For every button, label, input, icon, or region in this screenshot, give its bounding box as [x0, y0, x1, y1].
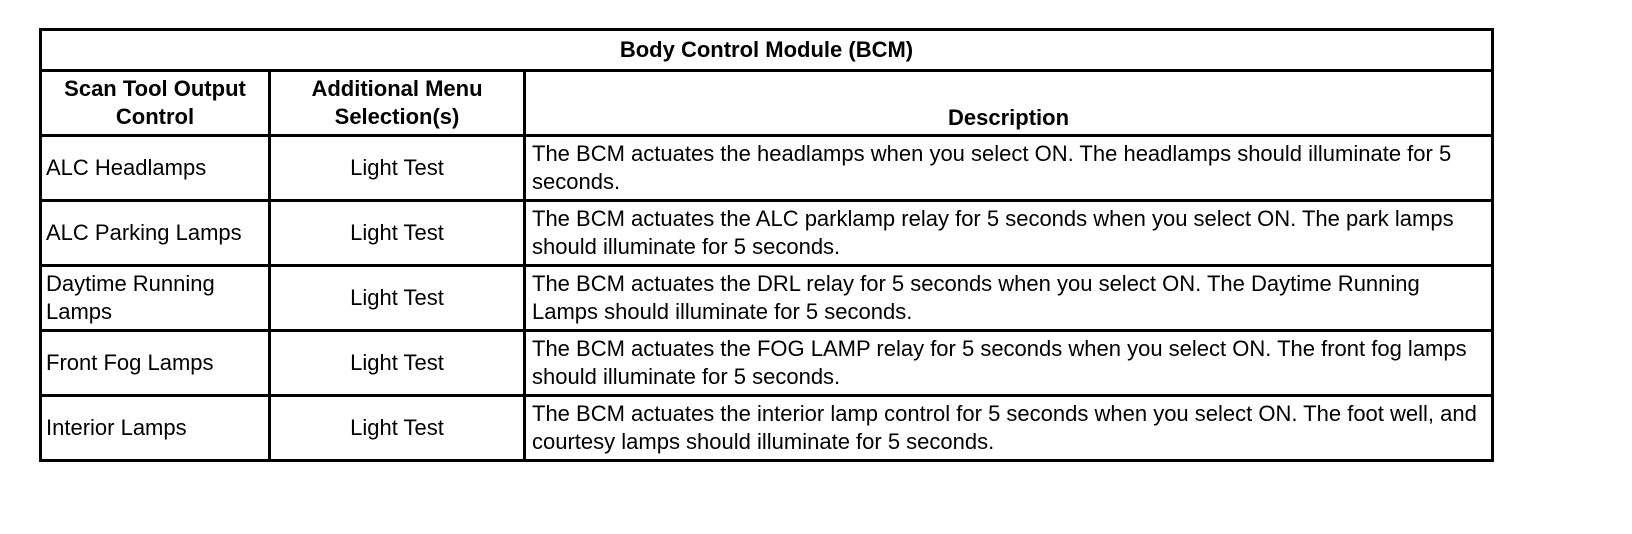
column-header-menu-line-2: Selection(s)	[334, 104, 460, 129]
control-cell: ALC Parking Lamps	[41, 201, 270, 266]
control-cell: Interior Lamps	[41, 396, 270, 461]
control-cell: Daytime Running Lamps	[41, 266, 270, 331]
table-title-row	[41, 30, 1493, 71]
column-header-control-line-1: Scan Tool Output	[64, 76, 246, 101]
column-header-description: Description	[525, 71, 1493, 136]
description-cell: The BCM actuates the headlamps when you select ON. The headlamps should illuminate for 5 seconds.	[525, 136, 1493, 201]
control-cell: ALC Headlamps	[41, 136, 270, 201]
column-header-control	[41, 71, 270, 136]
menu-selection-cell: Light Test	[270, 136, 525, 201]
description-cell: The BCM actuates the interior lamp control for 5 seconds when you select ON. The foot well, and courtesy lamps should illuminate for 5 seconds.	[525, 396, 1493, 461]
menu-selection-cell: Light Test	[270, 201, 525, 266]
table-row	[41, 331, 1493, 396]
table-row	[41, 266, 1493, 331]
description-cell: The BCM actuates the ALC parklamp relay for 5 seconds when you select ON. The park lamps should illuminate for 5 seconds.	[525, 201, 1493, 266]
column-header-control-line-2: Control	[115, 104, 195, 129]
menu-selection-cell: Light Test	[270, 266, 525, 331]
control-cell: Front Fog Lamps	[41, 331, 270, 396]
description-cell: The BCM actuates the FOG LAMP relay for 5 seconds when you select ON. The front fog lamps should illuminate for 5 seconds.	[525, 331, 1493, 396]
table-row	[41, 136, 1493, 201]
table-row	[41, 396, 1493, 461]
column-header-menu	[270, 71, 525, 136]
table-header-row	[41, 71, 1493, 136]
table-title: Body Control Module (BCM)	[41, 30, 1493, 71]
menu-selection-cell: Light Test	[270, 331, 525, 396]
description-cell: The BCM actuates the DRL relay for 5 seconds when you select ON. The Daytime Running Lamps should illuminate for 5 seconds.	[525, 266, 1493, 331]
menu-selection-cell: Light Test	[270, 396, 525, 461]
table-row	[41, 201, 1493, 266]
column-header-menu-line-1: Additional Menu	[311, 76, 483, 101]
bcm-output-control-table	[39, 28, 1494, 462]
